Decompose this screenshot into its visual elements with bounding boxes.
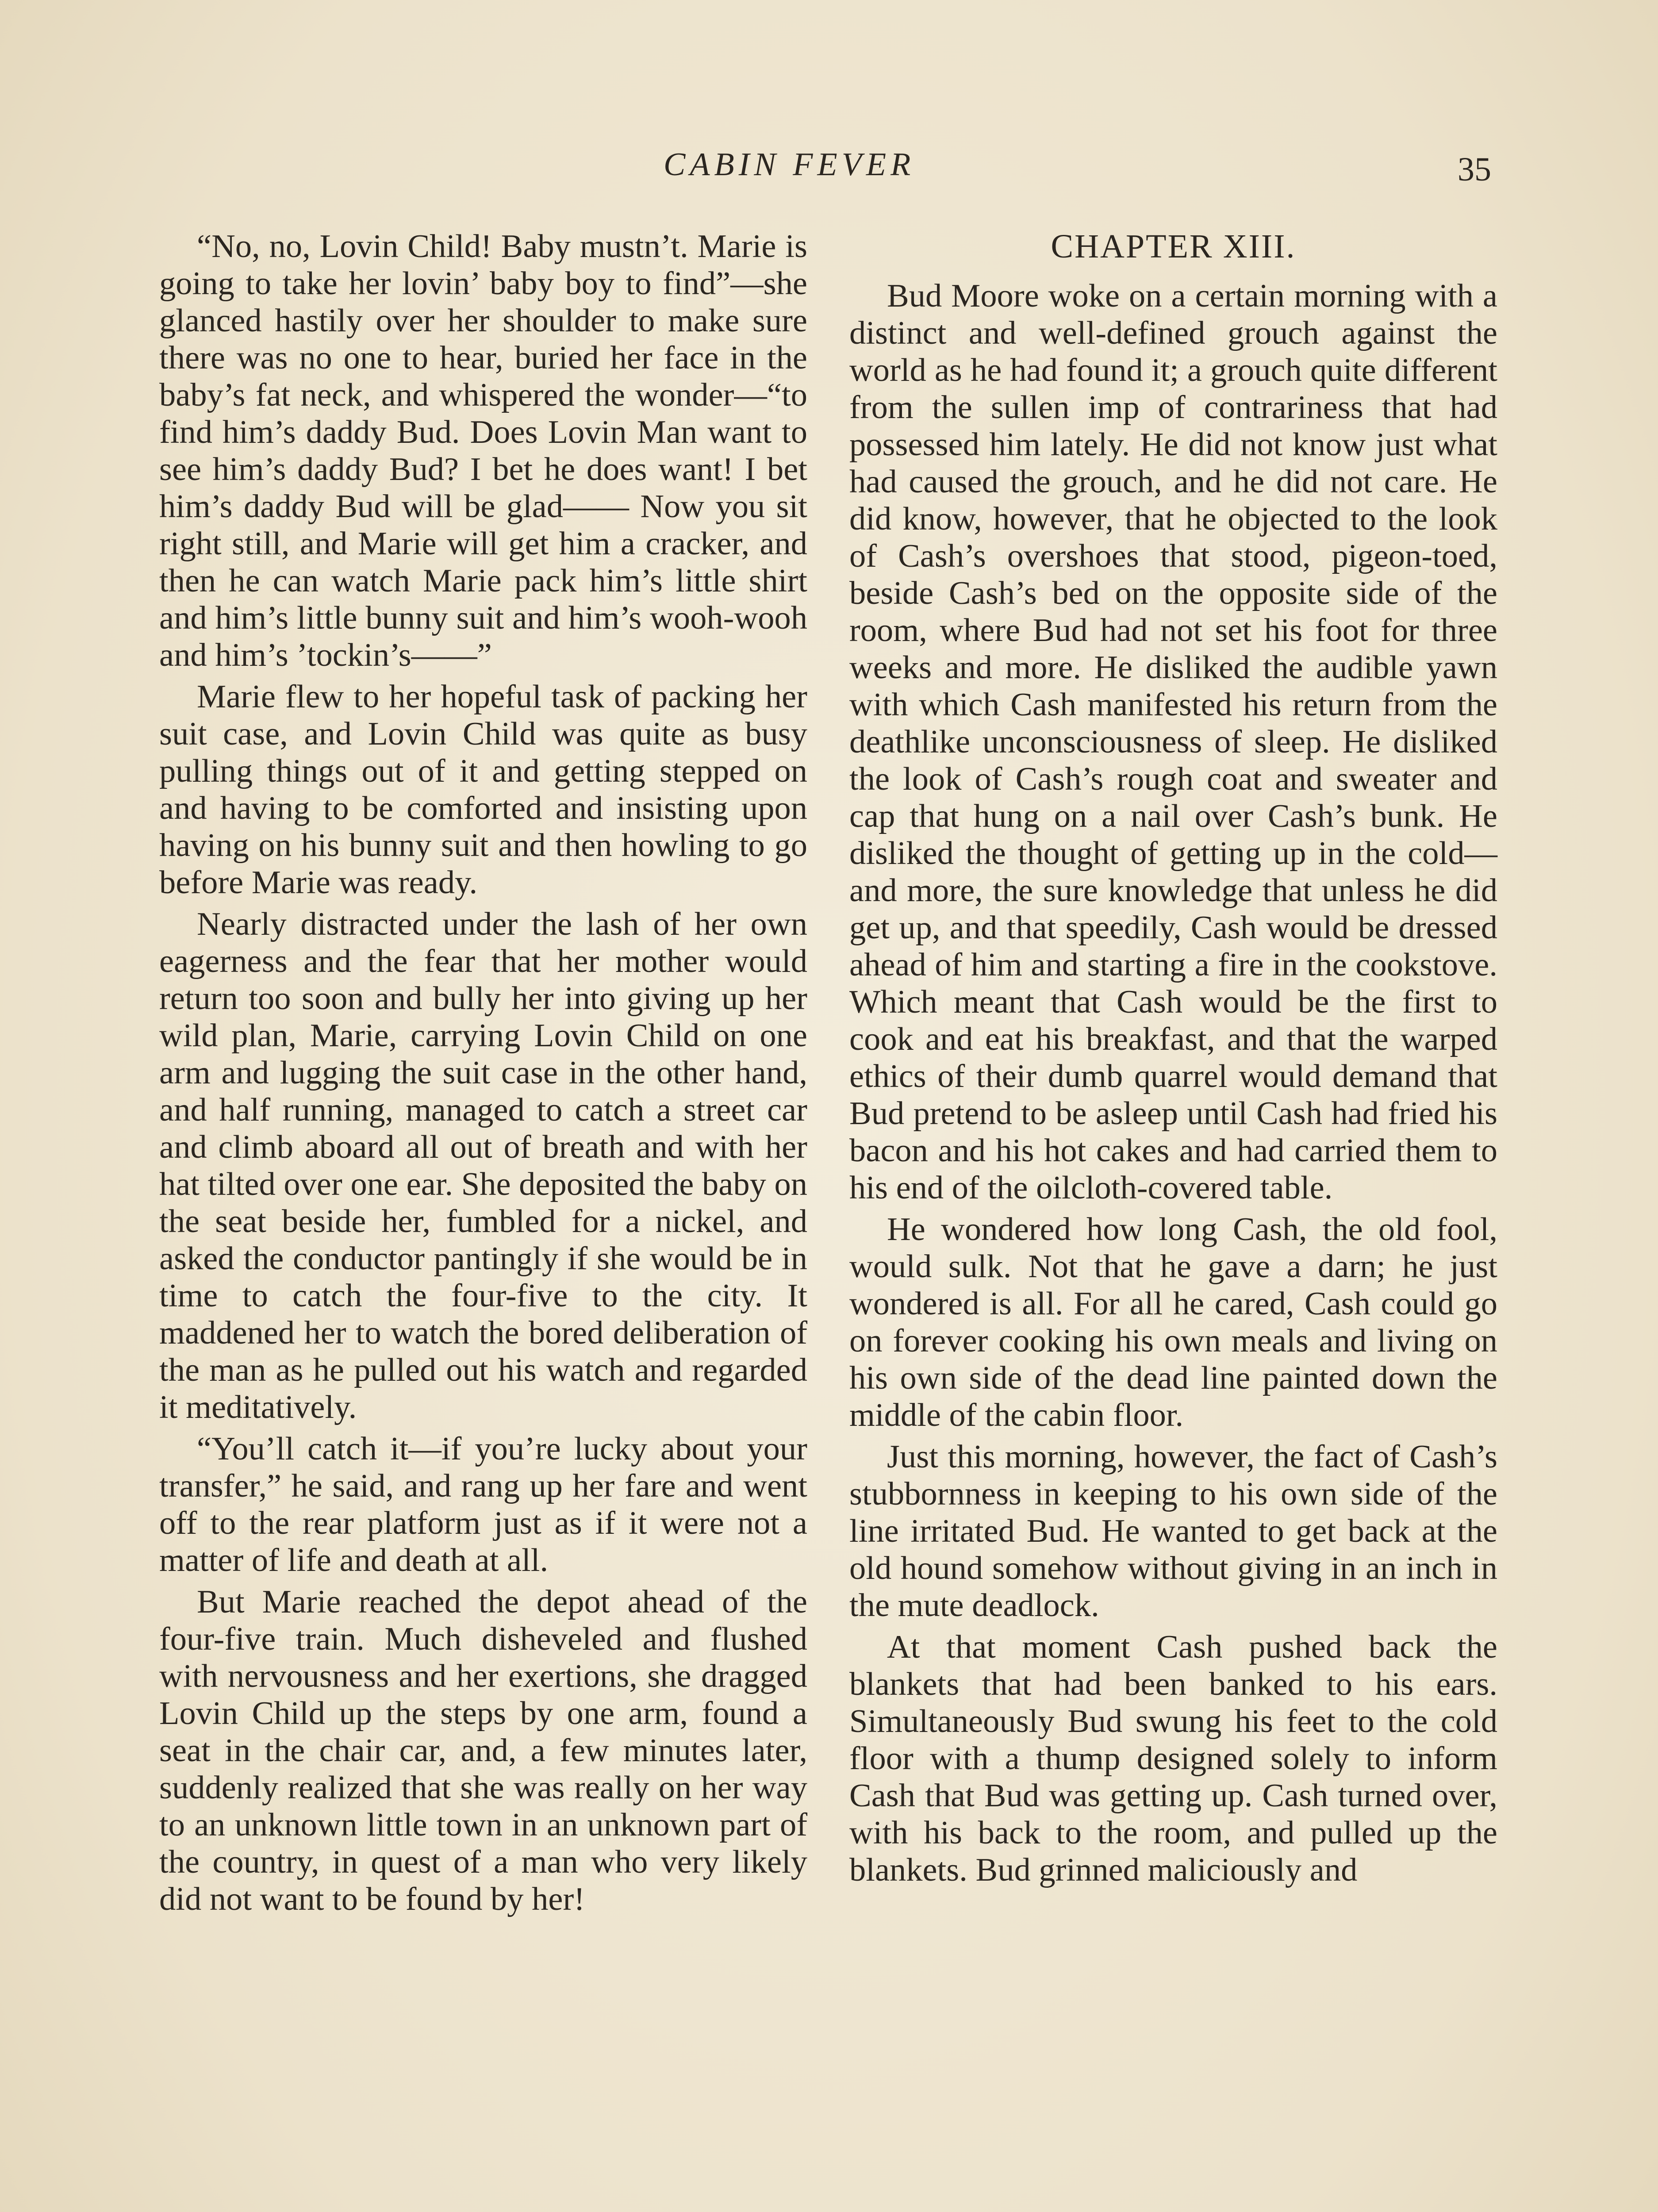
left-column xyxy=(159,228,807,1918)
paragraph: Nearly distracted under the lash of her own eagerness and the fear that her mother would return too soon and bully her into giving up her wild plan, Marie, carrying Lovin Child on one arm and lugging the suit case in the other hand, and half running, managed to catch a street car and climb aboard all out of breath and with her hat tilted over one ear. She deposited the baby on the seat beside her, fumbled for a nickel, and asked the conductor pantingly if she would be in time to catch the four-five to the city. It maddened her to watch the bored deliberation of the man as he pulled out his watch and regarded it meditatively. xyxy=(159,906,807,1425)
paragraph: Bud Moore woke on a certain morning with a distinct and well-defined grouch against the world as he had found it; a grouch quite different from the sullen imp of contrariness that had possessed him lately. He did not know just what had caused the grouch, and he did not care. He did know, however, that he objected to the look of Cash’s overshoes that stood, pigeon-toed, beside Cash’s bed on the opposite side of the room, where Bud had not set his foot for three weeks and more. He disliked the audible yawn with which Cash manifested his return from the deathlike unconsciousness of sleep. He disliked the look of Cash’s rough coat and sweater and cap that hung on a nail over Cash’s bunk. He disliked the thought of getting up in the cold—and more, the sure knowledge that unless he did get up, and that speedily, Cash would be dressed ahead of him and starting a fire in the cookstove. Which meant that Cash would be the first to cook and eat his breakfast, and that the warped ethics of their dumb quarrel would demand that Bud pretend to be asleep until Cash had fried his bacon and his hot cakes and had carried them to his end of the oilcloth-covered table. xyxy=(849,278,1497,1206)
right-column xyxy=(849,228,1497,1889)
paragraph: But Marie reached the depot ahead of the four-five train. Much disheveled and flushed with nervousness and her exertions, she dragged Lovin Child up the steps by one arm, found a seat in the chair car, and, a few minutes later, suddenly realized that she was really on her way to an unknown little town in an unknown part of the country, in quest of a man who very likely did not want to be found by her! xyxy=(159,1584,807,1917)
chapter-title: CHAPTER XIII. xyxy=(1051,228,1296,265)
page-number: 35 xyxy=(1458,151,1491,188)
paragraph: Marie flew to her hopeful task of packing her suit case, and Lovin Child was quite as busy pulling things out of it and getting stepped on and having to be comforted and insisting upon having on his bunny suit and then howling to go before Marie was ready. xyxy=(159,679,807,901)
paragraph: Just this morning, however, the fact of Cash’s stubbornness in keeping to his own side of the line irritated Bud. He wanted to get back at the old hound somehow without giving in an inch in the mute deadlock. xyxy=(849,1439,1497,1624)
paragraph: At that moment Cash pushed back the blankets that had been banked to his ears. Simultaneously Bud swung his feet to the cold floor with a thump designed solely to inform Cash that Bud was getting up. Cash turned over, with his back to the room, and pulled up the blankets. Bud grinned maliciously and xyxy=(849,1629,1497,1888)
paragraph: “No, no, Lovin Child! Baby mustn’t. Marie is going to take her lovin’ baby boy to find”—she glanced hastily over her shoulder to make sure there was no one to hear, buried her face in the baby’s fat neck, and whispered the wonder—“to find him’s daddy Bud. Does Lovin Man want to see him’s daddy Bud? I bet he does want! I bet him’s daddy Bud will be glad—— Now you sit right still, and Marie will get him a cracker, and then he can watch Marie pack him’s little shirt and him’s little bunny suit and him’s wooh-wooh and him’s ’tockin’s——” xyxy=(159,228,807,673)
running-head: CABIN FEVER xyxy=(664,146,915,183)
paragraph: “You’ll catch it—if you’re lucky about your transfer,” he said, and rang up her fare and went off to the rear platform just as if it were not a matter of life and death at all. xyxy=(159,1431,807,1578)
paragraph: He wondered how long Cash, the old fool, would sulk. Not that he gave a darn; he just wondered is all. For all he cared, Cash could go on forever cooking his own meals and living on his own side of the dead line painted down the middle of the cabin floor. xyxy=(849,1211,1497,1433)
